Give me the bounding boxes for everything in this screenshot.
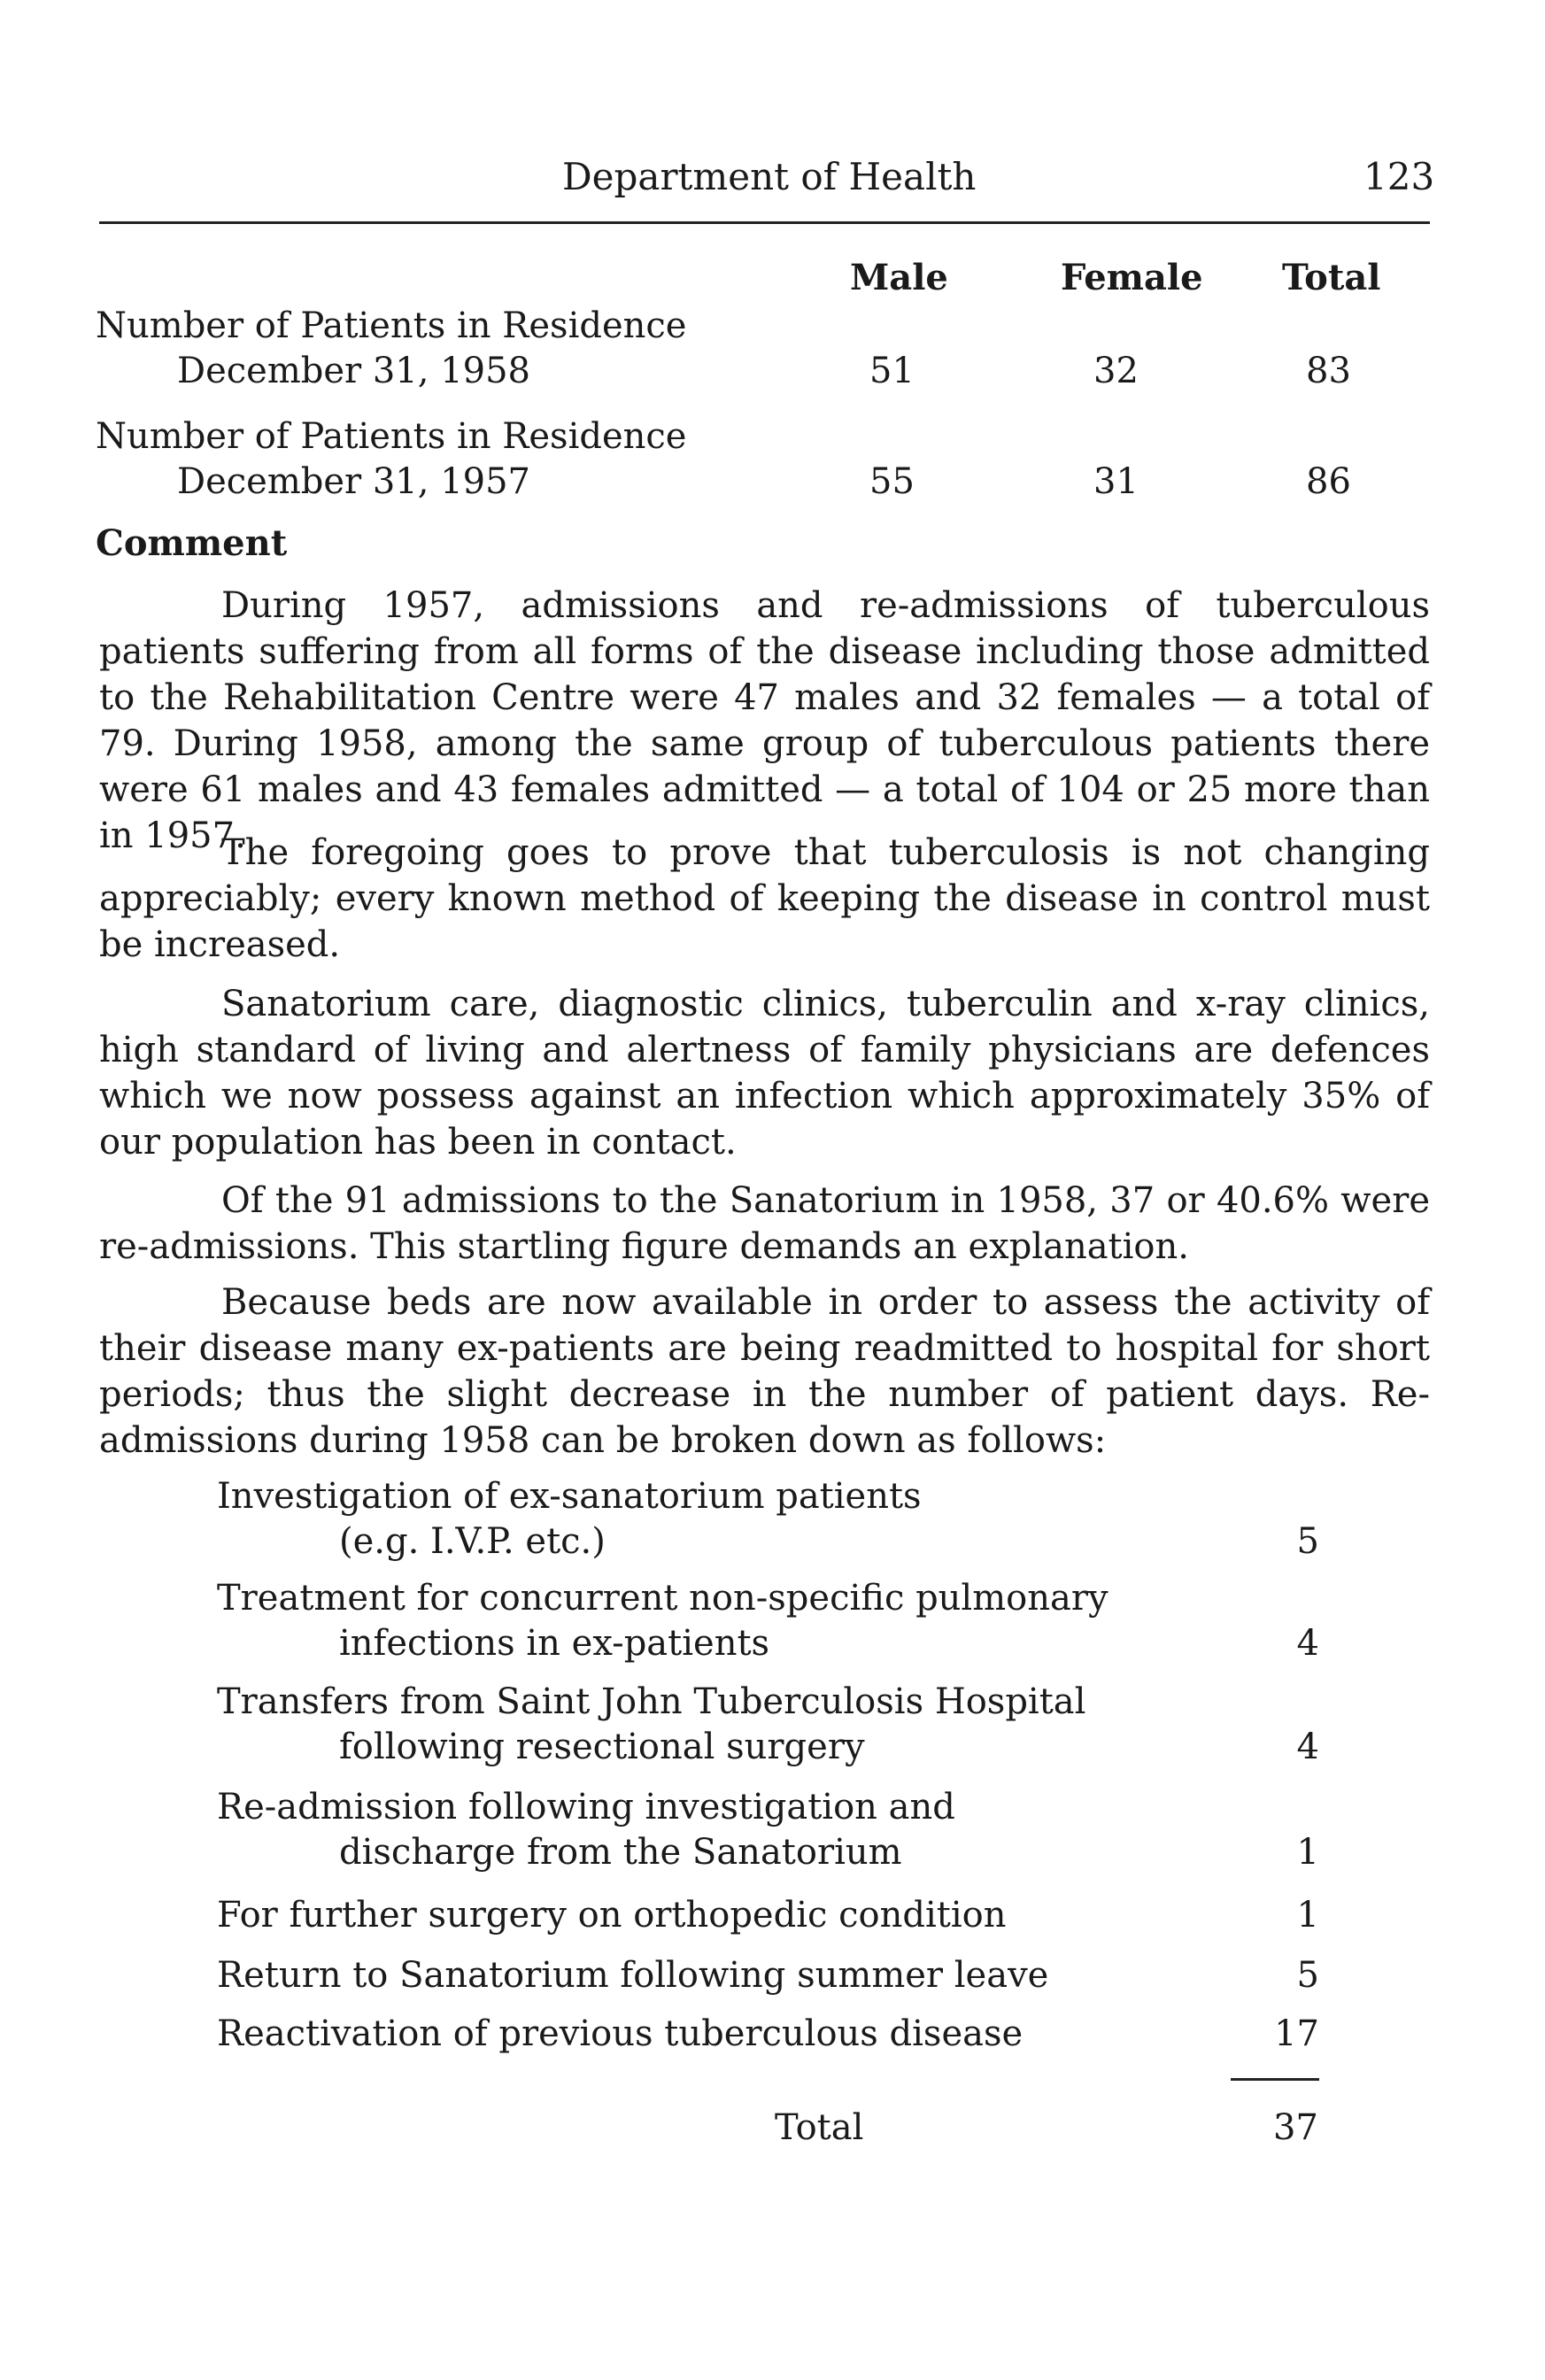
item-value: 17 xyxy=(1274,2013,1319,2054)
female-count: 31 xyxy=(1093,461,1139,502)
column-header-total: Total xyxy=(1282,257,1381,298)
list-item xyxy=(217,1576,1319,1666)
column-header-female: Female xyxy=(1061,257,1203,298)
item-label: Transfers from Saint John Tuberculosis Hospital xyxy=(217,1681,1086,1722)
item-value: 1 xyxy=(1296,1832,1319,1873)
comment-heading: Comment xyxy=(96,522,288,564)
row-label-date: December 31, 1957 xyxy=(177,461,530,502)
paragraph: The foregoing goes to prove that tuberculosis is not changing appreciably; every known method of keeping the disease in control must be increased. xyxy=(99,832,1430,965)
row-label-date: December 31, 1958 xyxy=(177,351,530,391)
total-value: 37 xyxy=(1273,2107,1318,2148)
paragraph: During 1957, admissions and re-admissions of tuberculous patients suffering from all forms of the disease including those admitted to the Rehabilitation Centre were 47 males and 32 females — a total of 79. During 1958, among the same group of tuberculous patients there were 61 males and 43 females admitted — a total of 104 or 25 more than in 1957. xyxy=(99,585,1430,856)
item-label: Reactivation of previous tuberculous disease xyxy=(217,2013,1024,2054)
item-label-continuation: (e.g. I.V.P. etc.) xyxy=(339,1521,606,1562)
paragraph: Because beds are now available in order to assess the activity of their disease many ex-patients are being readmitted to hospital for short periods; thus the slight decrease in the number of patient days. Re-admissions during 1958 can be broken down as follows: xyxy=(99,1282,1430,1461)
item-label: Re-admission following investigation and xyxy=(217,1787,955,1828)
list-item xyxy=(217,1893,1319,1938)
item-label: Return to Sanatorium following summer leave xyxy=(217,1955,1049,1996)
row-label: Number of Patients in Residence xyxy=(96,416,687,457)
female-count: 32 xyxy=(1093,351,1139,391)
list-item xyxy=(217,1785,1319,1875)
comment-body-2 xyxy=(99,830,1430,968)
item-label: Investigation of ex-sanatorium patients xyxy=(217,1476,922,1517)
running-header xyxy=(0,155,1545,208)
total-count: 83 xyxy=(1306,351,1351,391)
male-count: 55 xyxy=(869,461,915,502)
page-header-title: Department of Health xyxy=(562,155,977,198)
column-header-male: Male xyxy=(850,257,948,298)
item-value: 1 xyxy=(1296,1895,1319,1936)
total-label: Total xyxy=(775,2107,864,2148)
header-rule xyxy=(99,221,1430,224)
comment-body-3 xyxy=(99,981,1430,1165)
comment-body-4 xyxy=(99,1178,1430,1270)
item-value: 5 xyxy=(1296,1521,1319,1562)
list-item xyxy=(217,1953,1319,1998)
row-label: Number of Patients in Residence xyxy=(96,305,687,346)
sum-rule xyxy=(1231,2078,1319,2081)
page-number: 123 xyxy=(1363,155,1435,198)
item-value: 4 xyxy=(1296,1727,1319,1767)
item-label: For further surgery on orthopedic condition xyxy=(217,1895,1007,1936)
item-label: Treatment for concurrent non-specific pulmonary xyxy=(217,1578,1109,1619)
item-label-continuation: following resectional surgery xyxy=(339,1727,865,1767)
list-item xyxy=(217,1474,1319,1565)
comment-body-5 xyxy=(99,1279,1430,1464)
comment-body xyxy=(99,583,1430,859)
item-label-continuation: infections in ex-patients xyxy=(339,1623,770,1664)
male-count: 51 xyxy=(869,351,915,391)
list-item xyxy=(217,2012,1319,2057)
total-count: 86 xyxy=(1306,461,1351,502)
item-value: 5 xyxy=(1296,1955,1319,1996)
paragraph: Of the 91 admissions to the Sanatorium in 1958, 37 or 40.6% were re-admissions. This startling figure demands an explanation. xyxy=(99,1180,1430,1267)
item-label-continuation: discharge from the Sanatorium xyxy=(339,1832,902,1873)
paragraph: Sanatorium care, diagnostic clinics, tuberculin and x-ray clinics, high standard of living and alertness of family physicians are defences which we now possess against an infection which approximately 35% of our population has been in contact. xyxy=(99,984,1430,1163)
item-value: 4 xyxy=(1296,1623,1319,1664)
list-item xyxy=(217,1680,1319,1770)
